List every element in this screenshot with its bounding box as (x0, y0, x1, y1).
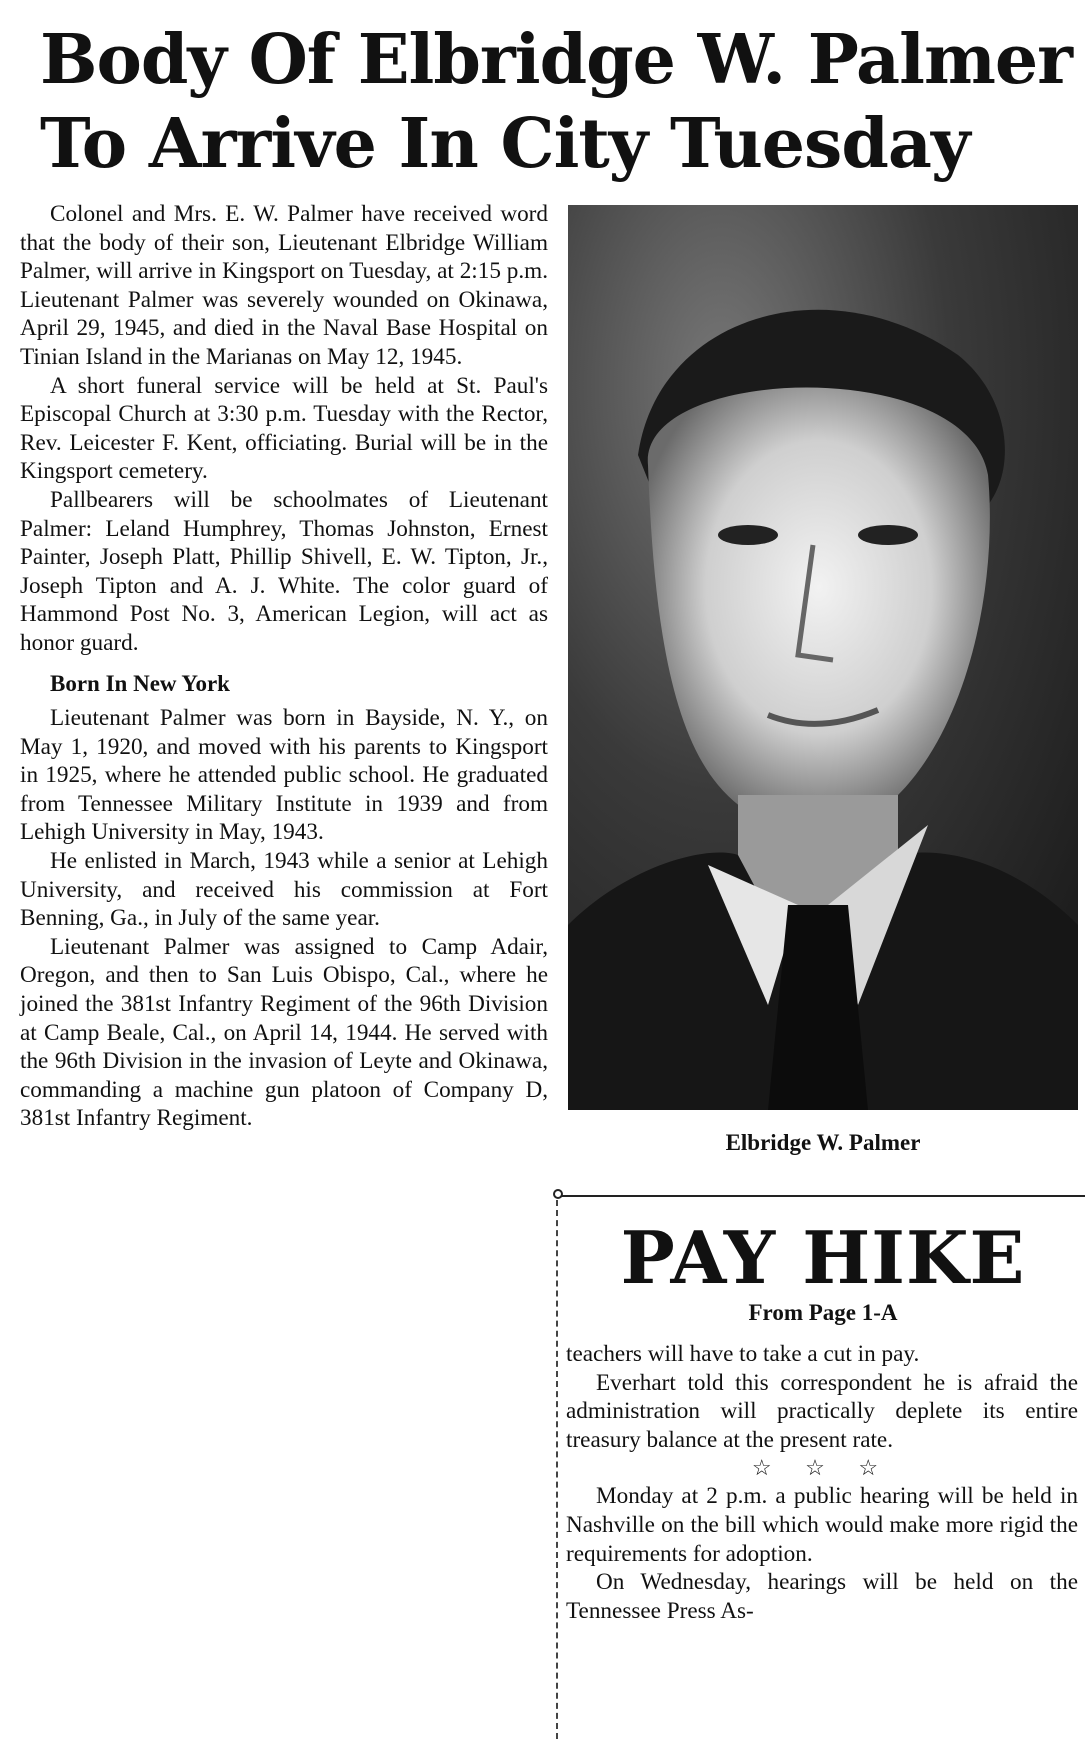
column-divider-horizontal (560, 1195, 1085, 1197)
article-body-right (566, 1340, 1078, 1625)
portrait-photo (568, 205, 1078, 1110)
star-separator-icon: ☆ ☆ ☆ (751, 1455, 893, 1481)
subhead: Born In New York (50, 670, 230, 696)
jump-headline: PAY HIKE (620, 1215, 1026, 1300)
paragraph: Lieutenant Palmer was assigned to Camp Adair, Oregon, and then to San Luis Obispo, Cal., where he joined the 381st Infantry Regiment of the 96th Division at Camp Beale, Cal., on April 14, 1944. He served with the 96th Division in the invasion of Leyte and Okinawa, commanding a machine gun platoon of Company D, 381st Infantry Regiment. (20, 933, 548, 1132)
column-divider-vertical (556, 1200, 558, 1739)
portrait-image (568, 205, 1078, 1110)
paragraph: He enlisted in March, 1943 while a senior at Lehigh University, and received his commission at Fort Benning, Ga., in July of the same year. (20, 848, 548, 932)
divider-ornament (553, 1189, 563, 1199)
paragraph: Monday at 2 p.m. a public hearing will be held in Nashville on the bill which would make more rigid the requirements for adoption. (566, 1483, 1078, 1567)
article-body-left (20, 200, 548, 1133)
headline-line-1: Body Of Elbridge W. Palmer (40, 20, 1072, 100)
jump-from-line: From Page 1-A (748, 1300, 898, 1325)
paragraph: On Wednesday, hearings will be held on the Tennessee Press As- (566, 1569, 1078, 1624)
headline (40, 18, 1070, 186)
jump-head (568, 1215, 1078, 1326)
headline-line-2: To Arrive In City Tuesday (40, 104, 970, 184)
paragraph: Everhart told this correspondent he is afraid the administration will practically deplete its entire treasury balance at the present rate. (566, 1369, 1078, 1453)
photo-caption: Elbridge W. Palmer (725, 1130, 921, 1155)
paragraph: Colonel and Mrs. E. W. Palmer have received word that the body of their son, Lieutenant Elbridge William Palmer, will arrive in Kingsport on Tuesday, at 2:15 p.m. Lieutenant Palmer was severely wounded on Okinawa, April 29, 1945, and died in the Naval Base Hospital on Tinian Island in the Marianas on May 12, 1945. (20, 201, 548, 370)
paragraph: teachers will have to take a cut in pay. (566, 1341, 920, 1367)
paragraph: Pallbearers will be schoolmates of Lieutenant Palmer: Leland Humphrey, Thomas Johnston, Ernest Painter, Joseph Platt, Phillip Shivell, E. W. Tipton, Jr., Joseph Tipton and A. J. White. The color guard of Hammond Post No. 3, American Legion, will act as honor guard. (20, 486, 548, 656)
paragraph: Lieutenant Palmer was born in Bayside, N. Y., on May 1, 1920, and moved with his parents to Kingsport in 1925, where he attended public school. He graduated from Tennessee Military Institute in 1939 and from Lehigh University in May, 1943. (20, 705, 548, 846)
paragraph: A short funeral service will be held at St. Paul's Episcopal Church at 3:30 p.m. Tuesday with the Rector, Rev. Leicester F. Kent, officiating. Burial will be in the Kingsport cemetery. (20, 372, 548, 485)
